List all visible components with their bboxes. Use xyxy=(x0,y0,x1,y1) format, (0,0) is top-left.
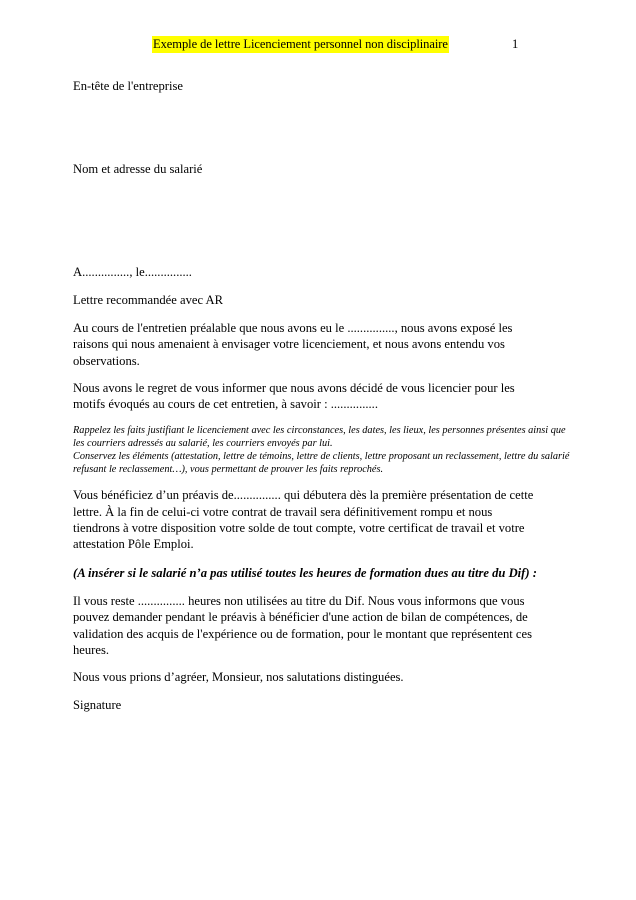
place-date-line: A..............., le............... xyxy=(73,264,192,279)
letterhead-label: En-tête de l'entreprise xyxy=(73,79,183,93)
spacer-before-decision xyxy=(73,369,573,380)
guidance-note-facts: Rappelez les faits justifiant le licenciement avec les circonstances, les dates, les lieux, les personnes présentes ainsi que les courriers adressés au salarié, les courriers envoyés par lui. xyxy=(73,424,566,449)
paragraph-entretien: Au cours de l'entretien préalable que nous avons eu le ..............., nous avons exposé les raisons qui nous amenaient à envisager votre licenciement, et nous avons entendu vos observations. xyxy=(73,321,513,368)
spacer-before-preavis xyxy=(73,476,573,487)
paragraph-preavis: Vous bénéficiez d’un préavis de............... qui débutera dès la première présentation de cette lettre. À la fin de celui-ci votre contrat de travail sera définitivement rompu et nous tiendrons à votre disposition votre solde de tout compte, votre certificat de travail et votre attestation Pôle Emploi. xyxy=(73,488,534,552)
spacer-after-recipient xyxy=(73,178,573,264)
page-header xyxy=(0,36,636,54)
spacer-before-closing xyxy=(73,658,573,669)
spacer-before-notes xyxy=(73,413,573,424)
spacer-before-dif-body xyxy=(73,581,573,593)
recipient-address-label: Nom et adresse du salarié xyxy=(73,162,203,177)
guidance-note-evidence: Conservez les éléments (attestation, lettre de témoins, lettre de clients, lettre proposant un reclassement, lettre du salarié refusant le reclassement…), vous permettant de prouver les faits reprochés. xyxy=(73,451,570,476)
signature-label: Signature xyxy=(73,698,122,713)
spacer-after-letterhead xyxy=(73,94,573,161)
spacer-before-entretien xyxy=(73,308,573,320)
spacer-before-signature xyxy=(73,685,573,697)
delivery-method-line: Lettre recommandée avec AR xyxy=(73,292,223,307)
closing-salutation: Nous vous prions d’agréer, Monsieur, nos salutations distinguées. xyxy=(73,670,404,685)
paragraph-decision: Nous avons le regret de vous informer que nous avons décidé de vous licencier pour les motifs évoqués au cours de cet entretien, à savoir : ............... xyxy=(73,381,515,412)
dif-insert-note: (A insérer si le salarié n’a pas utilisé toutes les heures de formation dues au titre du Dif) : xyxy=(73,565,537,580)
spacer-before-dif-note xyxy=(73,553,573,565)
page-number: 1 xyxy=(512,37,519,51)
paragraph-dif-body: Il vous reste ............... heures non utilisées au titre du Dif. Nous vous informons que vous pouvez demander pendant le préavis à bénéficier d'une action de bilan de compétences, de validation des acquis de l'expérience ou de formation, pour le montant que représentent ces heures. xyxy=(73,593,532,657)
page-title: Exemple de lettre Licenciement personnel non disciplinaire xyxy=(153,37,448,51)
letter-body xyxy=(73,78,573,714)
spacer-before-delivery xyxy=(73,280,573,292)
